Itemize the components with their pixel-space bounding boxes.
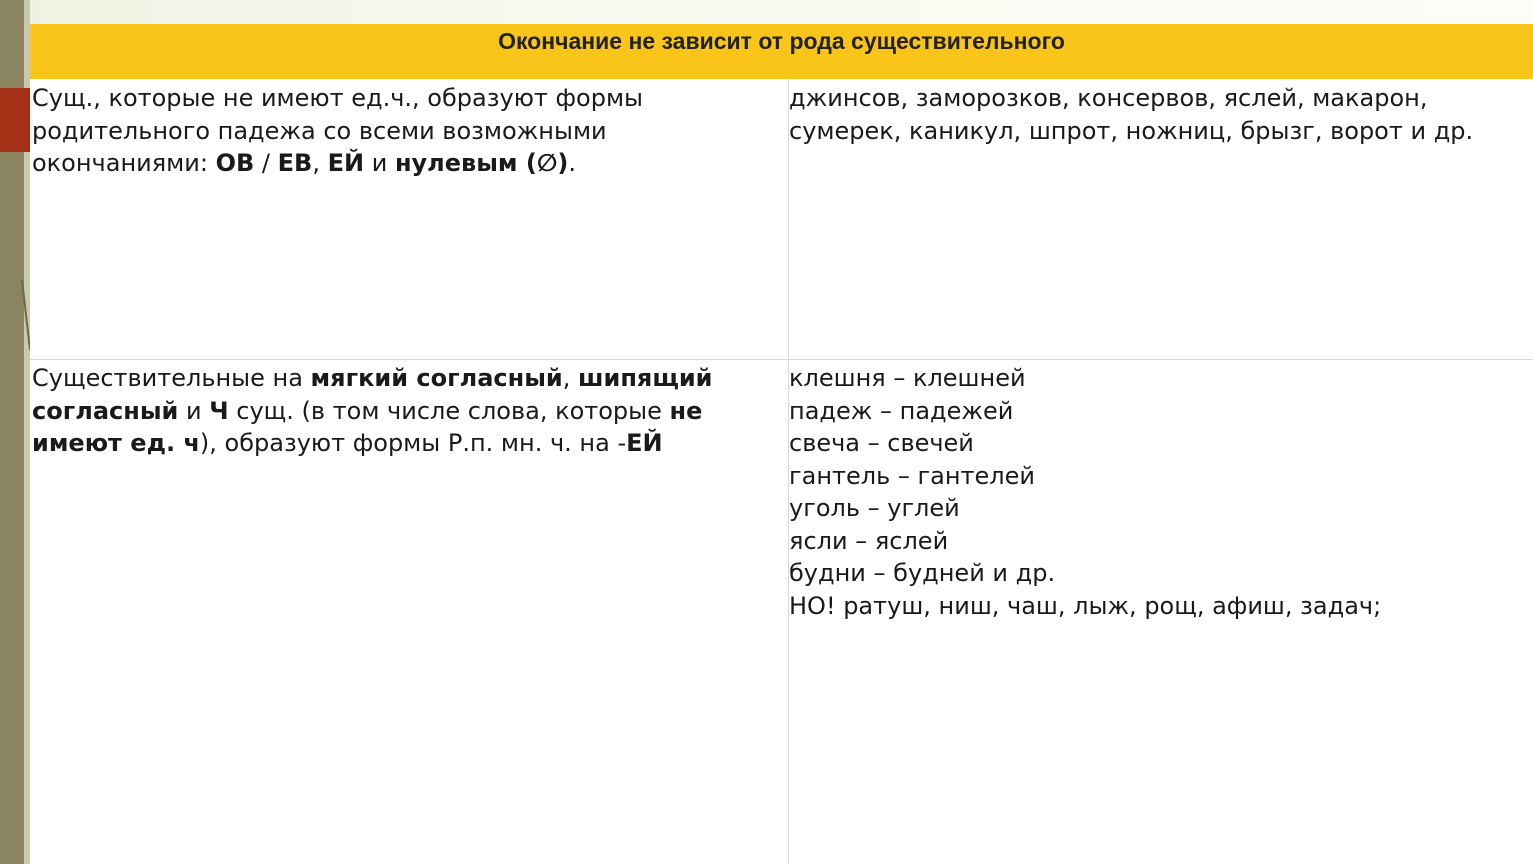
row2-rule-cell xyxy=(32,362,772,460)
rule-text: , xyxy=(312,149,328,177)
rule-text: Существительные на xyxy=(32,364,311,392)
rule-bold: ЕЙ xyxy=(327,149,365,177)
rule-text: ), образуют формы Р.п. мн. ч. на - xyxy=(199,429,627,457)
header-title: Окончание не зависит от рода существительного xyxy=(498,28,1065,54)
rule-text: и xyxy=(178,396,210,425)
rule-bold: ЕЙ xyxy=(626,429,663,457)
rule-bold: шипящий согласный xyxy=(32,364,713,425)
row-divider xyxy=(30,359,1533,360)
rule-text: и xyxy=(364,149,395,177)
example-line: уголь – углей xyxy=(789,494,960,522)
example-line: гантель – гантелей xyxy=(789,461,1035,490)
rule-bold: ОВ xyxy=(215,149,255,177)
rule-text: , xyxy=(562,364,579,392)
rule-bold: не имеют ед. ч xyxy=(32,396,703,457)
rule-text: Сущ., которые не имеют ед.ч., образуют формы родительного падежа со всеми возможными окончаниями: xyxy=(32,84,643,177)
rule-text: / xyxy=(254,149,278,177)
example-line: будни – будней и др. xyxy=(789,559,1056,587)
example-line: ясли – яслей xyxy=(789,526,949,555)
rule-text: . xyxy=(568,149,577,177)
rule-bold: Ч xyxy=(209,396,229,425)
row1-examples-cell xyxy=(789,82,1529,147)
example-line: падеж – падежей xyxy=(789,396,1014,425)
row1-rule-cell xyxy=(32,82,772,180)
red-accent-block xyxy=(0,88,30,152)
rules-table xyxy=(30,24,1533,864)
example-line: клешня – клешней xyxy=(789,364,1026,392)
rule-bold: нулевым (∅) xyxy=(394,149,569,177)
rule-bold: ЕВ xyxy=(277,149,313,177)
rule-bold: мягкий согласный xyxy=(310,364,563,392)
example-line: НО! ратуш, ниш, чаш, лыж, рощ, афиш, задач; xyxy=(789,591,1382,620)
examples-text: джинсов, заморозков, консервов, яслей, макарон, сумерек, каникул, шпрот, ножниц, брызг, ворот и др. xyxy=(789,84,1474,145)
row2-examples-cell xyxy=(789,362,1529,622)
table-header xyxy=(30,24,1533,79)
rule-text: сущ. (в том числе слова, которые xyxy=(228,396,670,425)
example-line: свеча – свечей xyxy=(789,429,974,457)
